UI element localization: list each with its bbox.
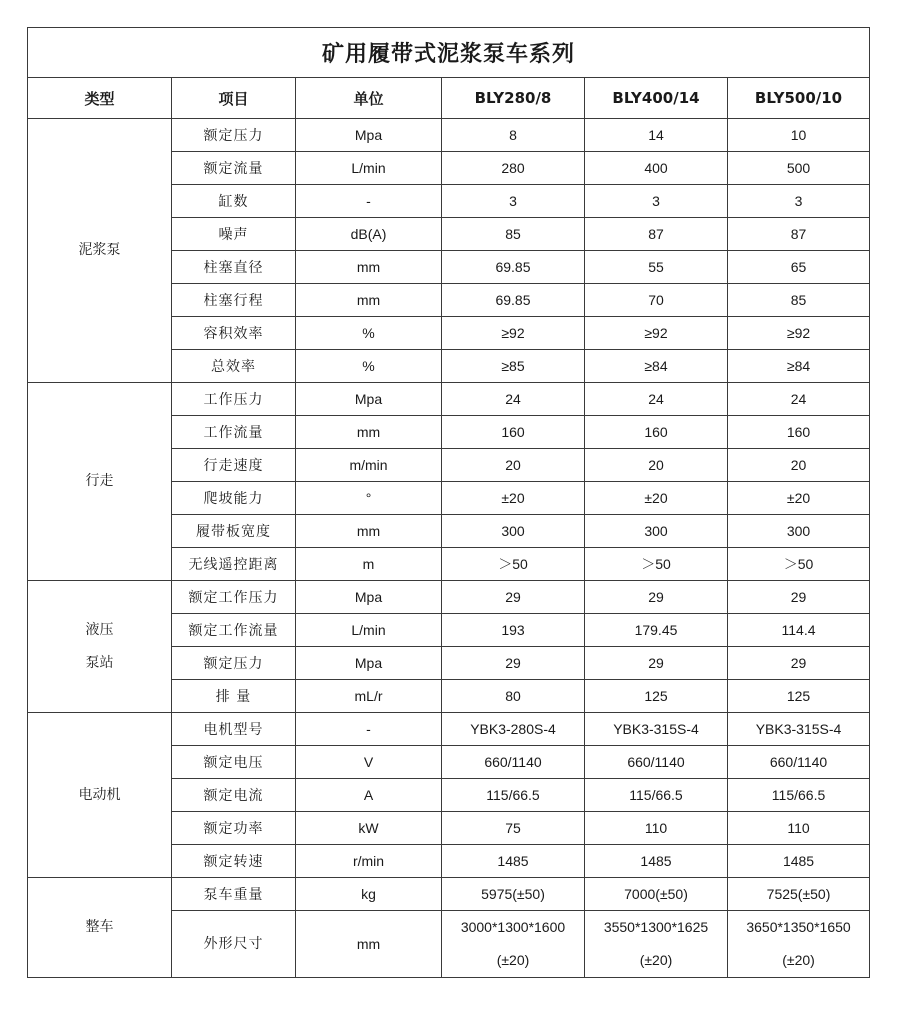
value-cell (442, 911, 585, 978)
unit-cell: Mpa (296, 119, 442, 152)
value-cell: 114.4 (728, 614, 870, 647)
value-cell: 3 (728, 185, 870, 218)
item-cell: 额定流量 (172, 152, 296, 185)
header-bly400: BLY400/14 (585, 78, 728, 119)
category-label: 泵站 (85, 654, 114, 671)
unit-cell: ° (296, 482, 442, 515)
unit-cell: Mpa (296, 581, 442, 614)
value-cell: 14 (585, 119, 728, 152)
unit-cell: mm (296, 251, 442, 284)
value-cell: 29 (442, 647, 585, 680)
item-cell: 容积效率 (172, 317, 296, 350)
item-cell: 缸数 (172, 185, 296, 218)
value-cell: YBK3-315S-4 (585, 713, 728, 746)
value-cell: 10 (728, 119, 870, 152)
value-cell: 20 (585, 449, 728, 482)
header-bly500: BLY500/10 (728, 78, 870, 119)
value-line: (±20) (496, 952, 530, 968)
value-cell: 85 (442, 218, 585, 251)
item-cell: 额定工作流量 (172, 614, 296, 647)
table-row (28, 383, 870, 416)
value-cell: 160 (442, 416, 585, 449)
value-cell: 1485 (585, 845, 728, 878)
value-cell: 160 (585, 416, 728, 449)
item-cell: 行走速度 (172, 449, 296, 482)
value-cell: 29 (728, 581, 870, 614)
item-cell: 无线遥控距离 (172, 548, 296, 581)
item-cell: 工作流量 (172, 416, 296, 449)
header-row (28, 78, 870, 119)
category-cell (28, 878, 172, 978)
item-cell: 额定工作压力 (172, 581, 296, 614)
unit-cell: dB(A) (296, 218, 442, 251)
table-row (28, 581, 870, 614)
value-cell: 87 (585, 218, 728, 251)
category-label: 整车 (85, 919, 114, 935)
value-cell: 115/66.5 (585, 779, 728, 812)
value-cell: ＞50 (728, 548, 870, 581)
item-cell: 额定电压 (172, 746, 296, 779)
value-cell: ≥84 (728, 350, 870, 383)
item-cell: 泵车重量 (172, 878, 296, 911)
value-cell: ≥92 (728, 317, 870, 350)
item-cell: 柱塞直径 (172, 251, 296, 284)
category-cell (28, 581, 172, 713)
item-cell: 噪声 (172, 218, 296, 251)
value-cell: 660/1140 (442, 746, 585, 779)
value-cell: YBK3-280S-4 (442, 713, 585, 746)
category-label: 电动机 (78, 786, 121, 803)
unit-cell: mm (296, 515, 442, 548)
value-cell: 69.85 (442, 284, 585, 317)
value-cell: 80 (442, 680, 585, 713)
item-cell: 电机型号 (172, 713, 296, 746)
value-cell: 500 (728, 152, 870, 185)
unit-cell: r/min (296, 845, 442, 878)
value-cell: 193 (442, 614, 585, 647)
unit-cell: L/min (296, 614, 442, 647)
value-line: 3000*1300*1600 (460, 919, 566, 935)
header-unit: 单位 (296, 78, 442, 119)
unit-cell: mm (296, 284, 442, 317)
item-cell: 外形尺寸 (172, 911, 296, 978)
table-row (28, 713, 870, 746)
value-cell: 300 (585, 515, 728, 548)
value-cell: ±20 (585, 482, 728, 515)
value-cell: ±20 (728, 482, 870, 515)
header-type: 类型 (28, 78, 172, 119)
value-cell: 69.85 (442, 251, 585, 284)
value-cell: 8 (442, 119, 585, 152)
value-cell: 115/66.5 (442, 779, 585, 812)
header-item: 项目 (172, 78, 296, 119)
value-cell: 20 (728, 449, 870, 482)
item-cell: 额定转速 (172, 845, 296, 878)
category-label: 液压 (85, 621, 114, 638)
header-bly280: BLY280/8 (442, 78, 585, 119)
value-cell: 20 (442, 449, 585, 482)
value-cell: 160 (728, 416, 870, 449)
unit-cell: mm (296, 911, 442, 978)
value-cell: 65 (728, 251, 870, 284)
value-line: 3550*1300*1625 (603, 919, 709, 935)
value-cell: 300 (442, 515, 585, 548)
value-cell: 400 (585, 152, 728, 185)
value-cell: 7525(±50) (728, 878, 870, 911)
value-cell (728, 911, 870, 978)
value-cell: 179.45 (585, 614, 728, 647)
value-cell: ＞50 (442, 548, 585, 581)
value-cell (585, 911, 728, 978)
unit-cell: - (296, 185, 442, 218)
value-cell: 29 (585, 647, 728, 680)
unit-cell: L/min (296, 152, 442, 185)
title-row (28, 28, 870, 78)
unit-cell: mL/r (296, 680, 442, 713)
unit-cell: kg (296, 878, 442, 911)
value-cell: 660/1140 (728, 746, 870, 779)
table-row (28, 878, 870, 911)
value-cell: 660/1140 (585, 746, 728, 779)
value-cell: 300 (728, 515, 870, 548)
item-cell: 排 量 (172, 680, 296, 713)
value-cell: 3 (442, 185, 585, 218)
value-cell: 115/66.5 (728, 779, 870, 812)
category-cell (28, 119, 172, 383)
value-cell: 110 (728, 812, 870, 845)
value-cell: 1485 (442, 845, 585, 878)
value-cell: 29 (442, 581, 585, 614)
value-line: (±20) (782, 952, 815, 968)
value-cell: 29 (728, 647, 870, 680)
value-cell: ≥92 (585, 317, 728, 350)
value-cell: ＞50 (585, 548, 728, 581)
unit-cell: m/min (296, 449, 442, 482)
category-cell (28, 383, 172, 581)
item-cell: 额定压力 (172, 647, 296, 680)
unit-cell: Mpa (296, 647, 442, 680)
value-cell: 280 (442, 152, 585, 185)
item-cell: 额定电流 (172, 779, 296, 812)
value-cell: 5975(±50) (442, 878, 585, 911)
value-cell: 29 (585, 581, 728, 614)
value-cell: ≥85 (442, 350, 585, 383)
table-row (28, 119, 870, 152)
unit-cell: % (296, 350, 442, 383)
value-cell: 7000(±50) (585, 878, 728, 911)
unit-cell: V (296, 746, 442, 779)
value-cell: ≥84 (585, 350, 728, 383)
value-cell: 24 (442, 383, 585, 416)
unit-cell: kW (296, 812, 442, 845)
value-cell: 125 (728, 680, 870, 713)
item-cell: 额定压力 (172, 119, 296, 152)
unit-cell: m (296, 548, 442, 581)
unit-cell: A (296, 779, 442, 812)
value-cell: YBK3-315S-4 (728, 713, 870, 746)
item-cell: 爬坡能力 (172, 482, 296, 515)
value-line: 3650*1350*1650 (746, 919, 851, 935)
unit-cell: mm (296, 416, 442, 449)
item-cell: 总效率 (172, 350, 296, 383)
value-cell: 55 (585, 251, 728, 284)
value-cell: 87 (728, 218, 870, 251)
category-cell (28, 713, 172, 878)
category-label: 行走 (85, 473, 114, 489)
spec-table (27, 27, 870, 978)
item-cell: 柱塞行程 (172, 284, 296, 317)
value-cell: ≥92 (442, 317, 585, 350)
value-cell: 110 (585, 812, 728, 845)
value-line: (±20) (639, 952, 673, 968)
item-cell: 履带板宽度 (172, 515, 296, 548)
value-cell: 24 (585, 383, 728, 416)
unit-cell: - (296, 713, 442, 746)
value-cell: 85 (728, 284, 870, 317)
value-cell: 24 (728, 383, 870, 416)
value-cell: 125 (585, 680, 728, 713)
value-cell: ±20 (442, 482, 585, 515)
item-cell: 额定功率 (172, 812, 296, 845)
unit-cell: Mpa (296, 383, 442, 416)
value-cell: 3 (585, 185, 728, 218)
item-cell: 工作压力 (172, 383, 296, 416)
unit-cell: % (296, 317, 442, 350)
table-title: 矿用履带式泥浆泵车系列 (28, 28, 870, 78)
category-label: 泥浆泵 (78, 242, 121, 258)
value-cell: 75 (442, 812, 585, 845)
value-cell: 70 (585, 284, 728, 317)
value-cell: 1485 (728, 845, 870, 878)
